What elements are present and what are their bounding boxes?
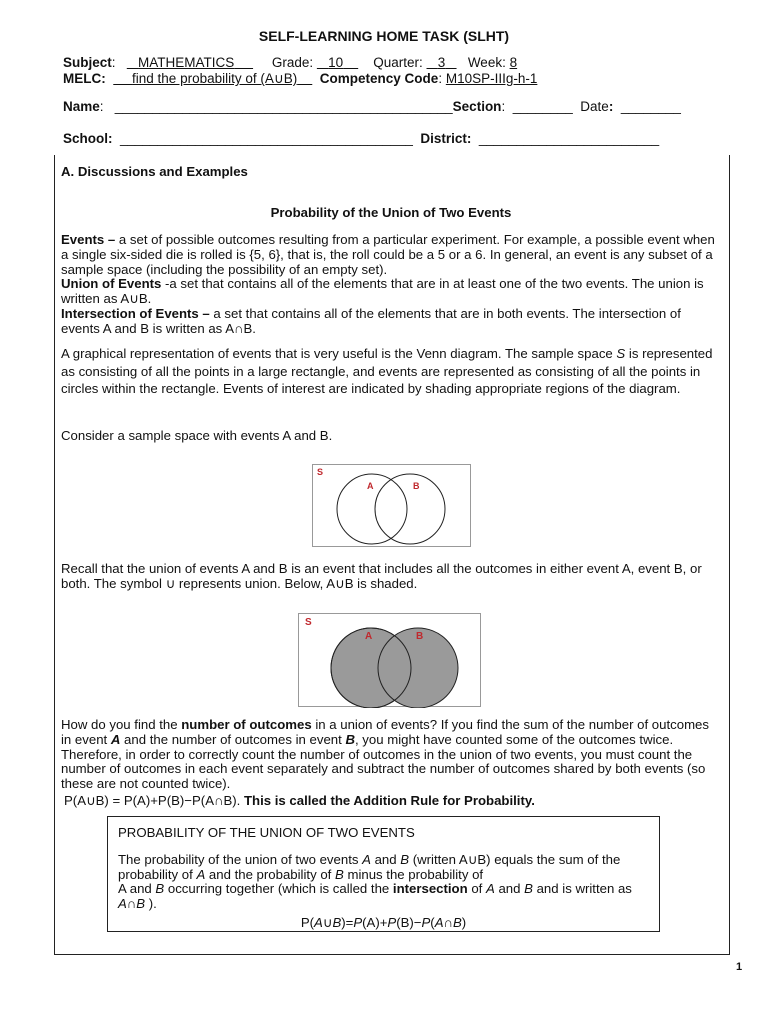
recall-paragraph: Recall that the union of events A and B is an event that includes all the outcomes in either event A, event B, or both. The symbol ∪ represents union. Below, A∪B is shaded. (61, 561, 702, 591)
quarter-value: 3 (437, 55, 446, 70)
grade-label: Grade: (271, 55, 314, 70)
grade-value: 10 (328, 55, 344, 70)
subject-value: MATHEMATICS (138, 55, 235, 70)
event-b-circle (375, 474, 445, 544)
event-b-label: B (413, 481, 420, 491)
addition-rule-line (64, 793, 535, 808)
district-label: District: (420, 131, 472, 146)
box-body: The probability of the union of two events A and B (written A∪B) equals the sum of the probability of A and the probability of B minus the probability of A and B occurring together (which is called the intersection of A and B and is written as A∩B ). (118, 852, 632, 911)
competency-value: M10SP-IIIg-h-1 (445, 71, 538, 86)
venn-diagram-union (298, 613, 481, 707)
date-label: Date (580, 99, 609, 114)
name-label: Name (63, 99, 100, 114)
union-definition: Union of Events -a set that contains all of the elements that are in at least one of the two events. The union is written as A∪B. (61, 276, 704, 307)
event-b-label: B (416, 631, 424, 642)
date-field[interactable]: ________ (620, 99, 681, 114)
school-label: School: (63, 131, 113, 146)
counting-paragraph: How do you find the number of outcomes in a union of events? If you find the sum of the number of outcomes in event A and the number of outcomes in event B, you might have counted some of the outcomes twice. Therefore, in order to correctly count the number of outcomes in the union of two events, you must count the number of outcomes in each event separately and subtract the number of outcomes shared by both events (so these are not counted twice). (61, 717, 709, 792)
subject-line: Subject: MATHEMATICS Grade: 10 Quarter: 3 Week: 8 (63, 55, 518, 70)
event-a-label: A (367, 481, 374, 491)
district-field[interactable]: ________________________ (478, 131, 660, 146)
addition-rule-label: This is called the Addition Rule for Probability. (240, 793, 535, 808)
quarter-label: Quarter: (373, 55, 423, 70)
week-label: Week: (467, 55, 506, 70)
section-field[interactable]: ________ (512, 99, 573, 114)
section-heading: A. Discussions and Examples (61, 164, 248, 179)
sample-space-label: S (305, 617, 312, 628)
subject-label: Subject (63, 55, 112, 70)
melc-label: MELC: (63, 71, 106, 86)
box-formula: P(A∪B)=P(A)+P(B)−P(A∩B) (300, 915, 467, 930)
events-definition: Events – a set of possible outcomes resulting from a particular experiment. For example, a possible event when a single six-sided die is rolled is {5, 6}, that is, the roll could be a 5 or a 6. In general, an event is any subset of a sample space (including the possibility of an empty set). (61, 232, 715, 277)
melc-line: MELC: find the probability of (A∪B) Competency Code: M10SP-IIIg-h-1 (63, 71, 538, 86)
venn-union-svg (299, 614, 482, 708)
school-field[interactable]: _______________________________________ (120, 131, 413, 146)
document-title: SELF-LEARNING HOME TASK (SLHT) (258, 28, 510, 44)
event-a-label: A (365, 631, 373, 642)
competency-label: Competency Code (319, 71, 439, 86)
section-subtitle: Probability of the Union of Two Events (270, 205, 512, 220)
intersection-definition: Intersection of Events – a set that contains all of the elements that are in both events. The intersection of events A and B is written as A∩B. (61, 305, 681, 336)
venn-plain-svg (313, 465, 472, 548)
name-field[interactable]: _____________________________________________ (114, 99, 453, 114)
venn-paragraph: A graphical representation of events that is very useful is the Venn diagram. The sample space S is represented as consisting of all the points in a large rectangle, and events are represented as consisting of all the points in circles within the rectangle. Events of interest are indicated by shading appropriate regions of the diagram. (61, 346, 713, 396)
consider-paragraph: Consider a sample space with events A and B. (61, 428, 333, 443)
name-line: Name: _____________________________________________Section: ________ Date: ________ (63, 99, 681, 114)
venn-diagram-plain (312, 464, 471, 547)
addition-rule-formula: P(A∪B) = P(A)+P(B)−P(A∩B). (64, 793, 241, 808)
sample-space-label: S (317, 467, 324, 477)
definitions-block (61, 233, 721, 337)
week-value: 8 (509, 55, 518, 70)
melc-value: find the probability of (A∪B) (132, 71, 298, 86)
page-number: 1 (736, 961, 743, 973)
section-label: Section (452, 99, 502, 114)
school-line (63, 131, 659, 146)
box-title: PROBABILITY OF THE UNION OF TWO EVENTS (118, 825, 415, 840)
